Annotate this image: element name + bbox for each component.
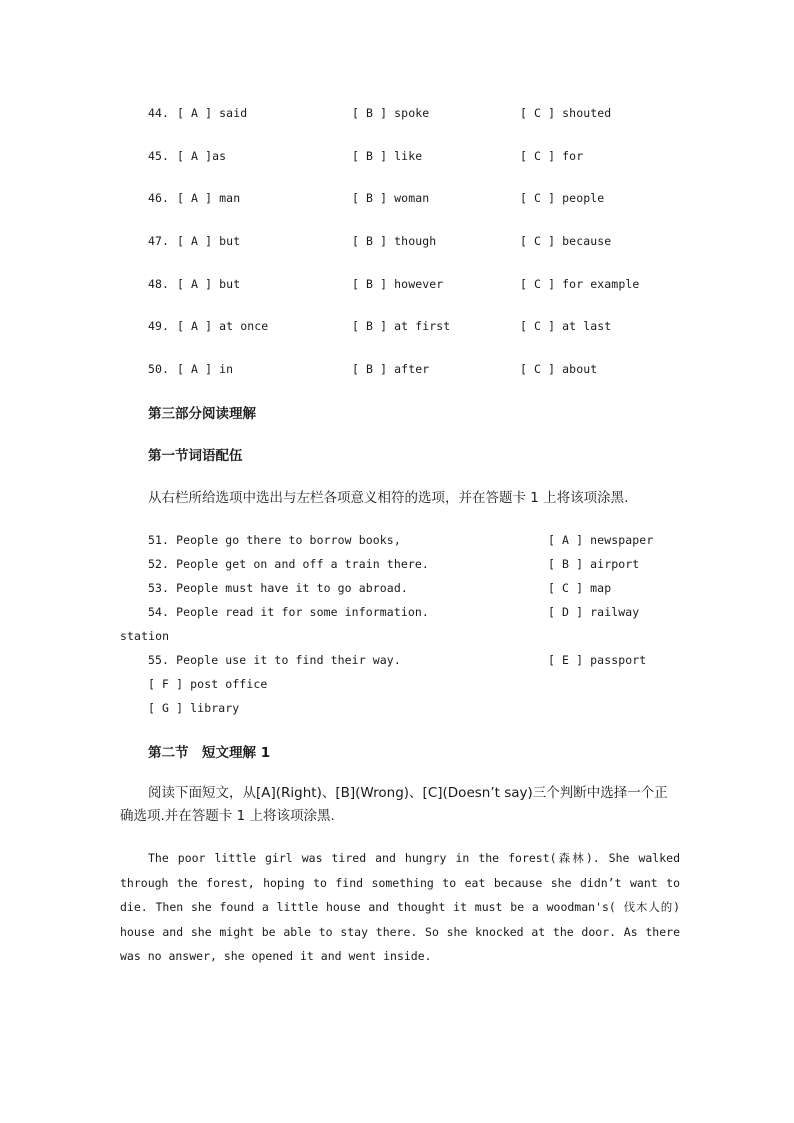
reading-passage: The poor little girl was tired and hungry in the forest(森林). She walked through the forest, hoping to find something to eat because she didn’t want to die. Then she found a little house and thought it must be a woodman's( 伐木人的) house and she might be able to stay there. So she knocked at the door. As there was no answer, she opened it and went inside. xyxy=(120,851,680,963)
matching-right-item: [ C ] map xyxy=(548,581,612,595)
question-number: 44. xyxy=(148,106,170,120)
question-number: 50. xyxy=(148,362,170,376)
matching-right-item: [ B ] airport xyxy=(548,557,640,571)
option-a: [ A ] but xyxy=(177,277,241,291)
question-number: 47. xyxy=(148,234,170,248)
option-c: [ C ] at last xyxy=(520,319,612,333)
section-title: 第一节词语配伍 xyxy=(148,448,243,464)
matching-right-item: [ D ] railway xyxy=(548,605,640,619)
matching-right-item: [ A ] newspaper xyxy=(548,533,654,547)
option-b: [ B ] however xyxy=(352,277,444,291)
matching-left-item: 51. People go there to borrow books, xyxy=(148,533,401,547)
matching-right-item: [ G ] library xyxy=(148,701,240,715)
option-c: [ C ] because xyxy=(520,234,612,248)
part-title: 第三部分阅读理解 xyxy=(148,406,256,422)
matching-left-item: 54. People read it for some information. xyxy=(148,605,429,619)
matching-wrap-text: station xyxy=(120,629,170,643)
matching-right-item: [ E ] passport xyxy=(548,653,647,667)
section-title: 第二节 短文理解 1 xyxy=(148,745,271,761)
option-b: [ B ] at first xyxy=(352,319,451,333)
option-b: [ B ] spoke xyxy=(352,106,430,120)
option-b: [ B ] like xyxy=(352,149,423,163)
option-a: [ A ] man xyxy=(177,191,241,205)
option-c: [ C ] about xyxy=(520,362,598,376)
question-number: 46. xyxy=(148,191,170,205)
matching-left-item: 52. People get on and off a train there. xyxy=(148,557,429,571)
option-b: [ B ] woman xyxy=(352,191,430,205)
matching-left-item: 55. People use it to find their way. xyxy=(148,653,401,667)
option-b: [ B ] after xyxy=(352,362,430,376)
question-number: 49. xyxy=(148,319,170,333)
option-c: [ C ] people xyxy=(520,191,605,205)
question-number: 48. xyxy=(148,277,170,291)
option-b: [ B ] though xyxy=(352,234,437,248)
matching-left-item: 53. People must have it to go abroad. xyxy=(148,581,408,595)
matching-right-item: [ F ] post office xyxy=(148,677,268,691)
option-a: [ A ] but xyxy=(177,234,241,248)
option-a: [ A ] at once xyxy=(177,319,269,333)
option-a: [ A ] said xyxy=(177,106,248,120)
section-instruction: 阅读下面短文，从[A](Right)、[B](Wrong)、[C](Doesn’t say)三个判断中选择一个正确选项.并在答题卡 1 上将该项涂黑. xyxy=(120,785,668,824)
section-instruction: 从右栏所给选项中选出与左栏各项意义相符的选项，并在答题卡 1 上将该项涂黑. xyxy=(148,490,629,506)
option-a: [ A ] in xyxy=(177,362,234,376)
option-c: [ C ] for example xyxy=(520,277,640,291)
option-a: [ A ]as xyxy=(177,149,227,163)
option-c: [ C ] shouted xyxy=(520,106,612,120)
option-c: [ C ] for xyxy=(520,149,584,163)
question-number: 45. xyxy=(148,149,170,163)
